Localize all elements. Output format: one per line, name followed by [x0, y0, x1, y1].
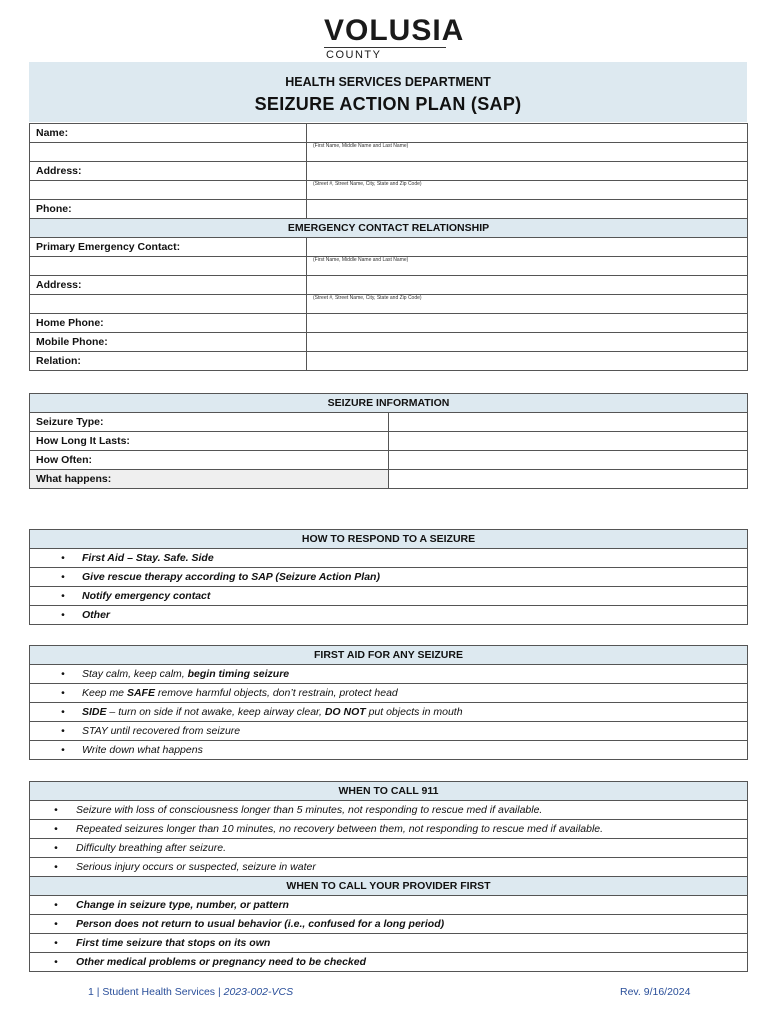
list-item: • Notify emergency contact	[30, 587, 748, 606]
name-field[interactable]	[307, 124, 748, 143]
emergency-section-title: EMERGENCY CONTACT RELATIONSHIP	[30, 219, 748, 238]
duration-label: How Long It Lasts:	[30, 432, 389, 451]
volusia-logo	[320, 8, 465, 64]
mobile-phone-field[interactable]	[307, 333, 748, 352]
list-item: • Other medical problems or pregnancy need to be checked	[30, 953, 748, 972]
list-item: • Difficulty breathing after seizure.	[30, 839, 748, 858]
footer-code: 2023-002-VCS	[223, 986, 294, 998]
primary-contact-spacer	[30, 257, 307, 276]
address-label: Address:	[30, 162, 307, 181]
list-item: • Give rescue therapy according to SAP (Seizure Action Plan)	[30, 568, 748, 587]
list-item: • Serious injury occurs or suspected, seizure in water	[30, 858, 748, 877]
seizure-type-label: Seizure Type:	[30, 413, 389, 432]
primary-contact-label: Primary Emergency Contact:	[30, 238, 307, 257]
respond-title: HOW TO RESPOND TO A SEIZURE	[30, 530, 748, 549]
list-item: • Repeated seizures longer than 10 minutes, no recovery between them, not responding to rescue med if available.	[30, 820, 748, 839]
list-item: • Other	[30, 606, 748, 625]
list-item: • Keep me SAFE remove harmful objects, don’t restrain, protect head	[30, 684, 748, 703]
list-item: • STAY until recovered from seizure	[30, 722, 748, 741]
address-spacer	[30, 181, 307, 200]
list-item: • Seizure with loss of consciousness longer than 5 minutes, not responding to rescue med if available.	[30, 801, 748, 820]
first-aid-title: FIRST AID FOR ANY SEIZURE	[30, 646, 748, 665]
list-item: • First time seizure that stops on its own	[30, 934, 748, 953]
first-aid-table	[29, 645, 748, 760]
mobile-phone-label: Mobile Phone:	[30, 333, 307, 352]
seizure-info-table	[29, 393, 748, 489]
phone-field[interactable]	[307, 200, 748, 219]
contact-address-label: Address:	[30, 276, 307, 295]
call-911-title: WHEN TO CALL 911	[30, 782, 748, 801]
contact-table	[29, 123, 748, 371]
call-911-table	[29, 781, 748, 972]
primary-contact-hint: (First Name, Middle Name and Last Name)	[307, 257, 748, 276]
phone-label: Phone:	[30, 200, 307, 219]
home-phone-field[interactable]	[307, 314, 748, 333]
name-label: Name:	[30, 124, 307, 143]
department-title: HEALTH SERVICES DEPARTMENT	[285, 75, 491, 89]
logo-rule	[324, 47, 446, 48]
what-happens-field[interactable]	[389, 470, 748, 489]
provider-title: WHEN TO CALL YOUR PROVIDER FIRST	[30, 877, 748, 896]
footer-page-label: 1 | Student Health Services |	[88, 986, 224, 998]
contact-address-hint: (Street #, Street Name, City, State and Zip Code)	[307, 295, 748, 314]
footer-left	[88, 986, 293, 998]
seizure-type-field[interactable]	[389, 413, 748, 432]
logo-subtitle: COUNTY	[326, 49, 382, 61]
list-item: • Stay calm, keep calm, begin timing seizure	[30, 665, 748, 684]
contact-address-spacer	[30, 295, 307, 314]
address-hint: (Street #, Street Name, City, State and Zip Code)	[307, 181, 748, 200]
document-header	[29, 62, 747, 122]
logo-wordmark: VOLUSIA	[324, 14, 465, 47]
list-item: • First Aid – Stay. Safe. Side	[30, 549, 748, 568]
list-item: • Person does not return to usual behavior (i.e., confused for a long period)	[30, 915, 748, 934]
list-item: • Write down what happens	[30, 741, 748, 760]
page-title: SEIZURE ACTION PLAN (SAP)	[254, 94, 522, 114]
respond-table	[29, 529, 748, 625]
frequency-label: How Often:	[30, 451, 389, 470]
duration-field[interactable]	[389, 432, 748, 451]
seizure-info-title: SEIZURE INFORMATION	[30, 394, 748, 413]
footer-revision: Rev. 9/16/2024	[620, 986, 691, 998]
name-spacer	[30, 143, 307, 162]
list-item: • SIDE – turn on side if not awake, keep airway clear, DO NOT put objects in mouth	[30, 703, 748, 722]
home-phone-label: Home Phone:	[30, 314, 307, 333]
list-item: • Change in seizure type, number, or pattern	[30, 896, 748, 915]
contact-address-field[interactable]	[307, 276, 748, 295]
relation-field[interactable]	[307, 352, 748, 371]
primary-contact-field[interactable]	[307, 238, 748, 257]
address-field[interactable]	[307, 162, 748, 181]
relation-label: Relation:	[30, 352, 307, 371]
frequency-field[interactable]	[389, 451, 748, 470]
name-hint: (First Name, Middle Name and Last Name)	[307, 143, 748, 162]
what-happens-label: What happens:	[30, 470, 389, 489]
